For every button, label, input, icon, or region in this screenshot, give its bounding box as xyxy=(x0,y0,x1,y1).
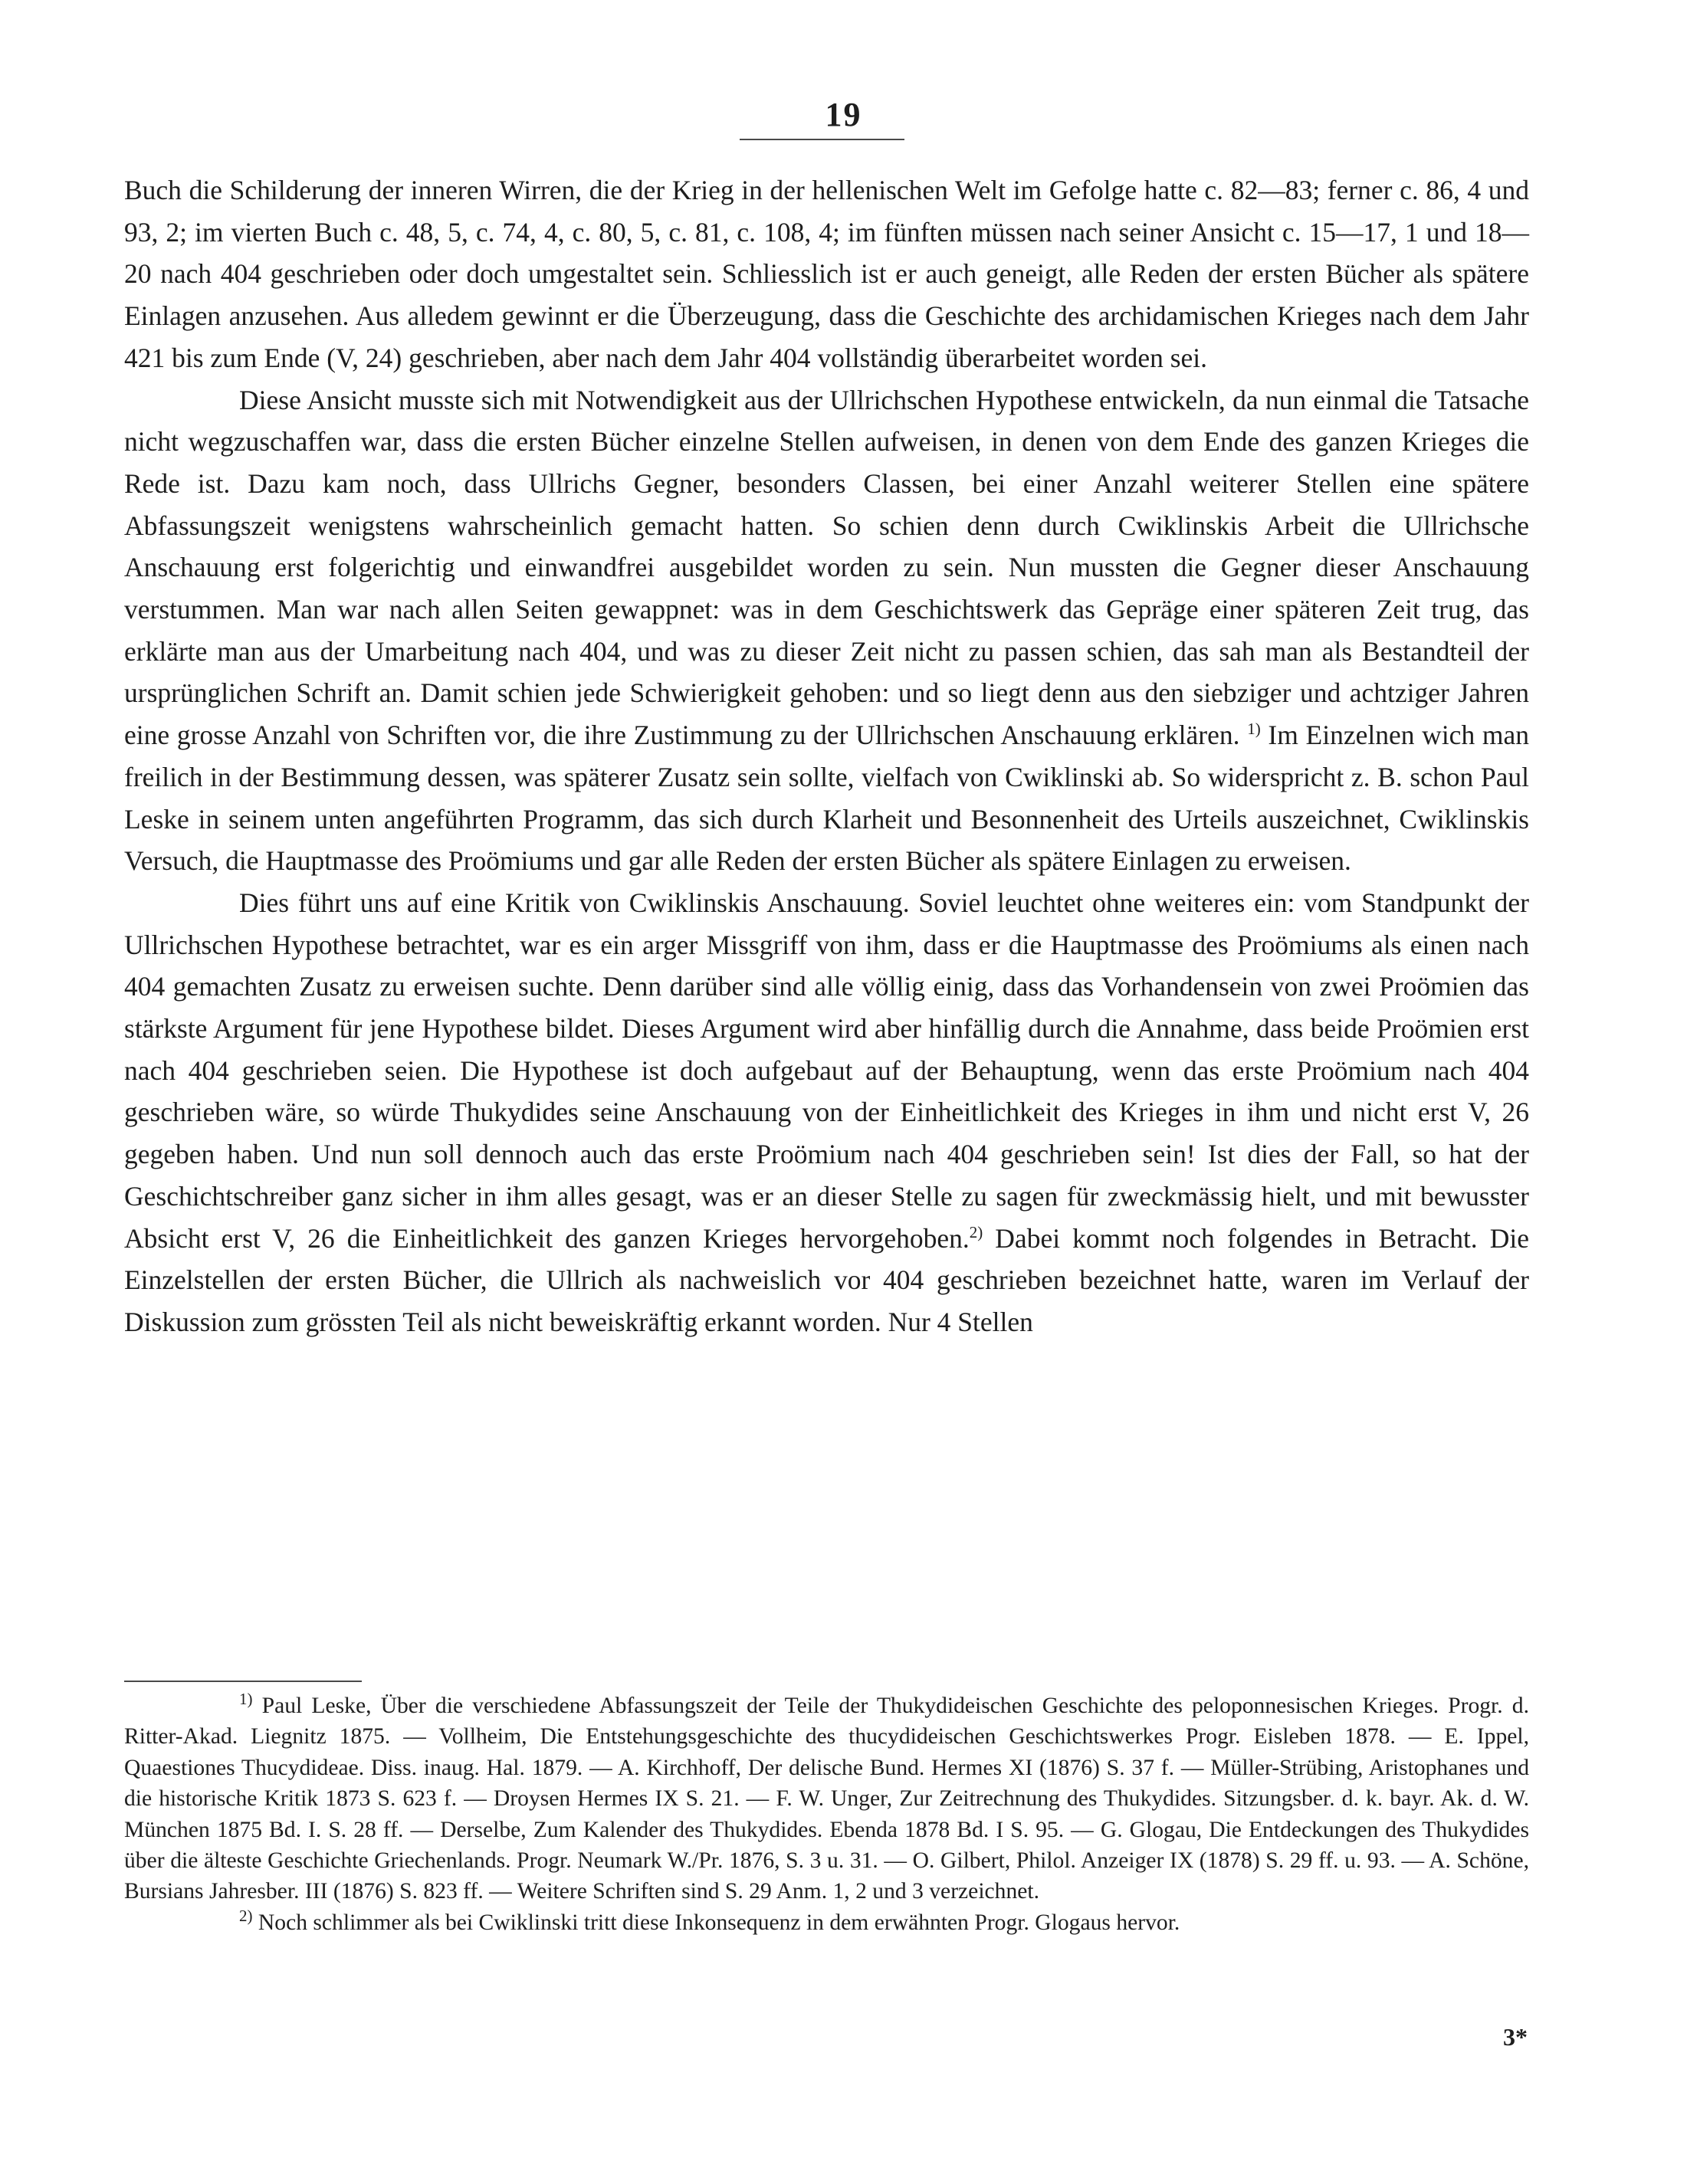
footnote-rule xyxy=(124,1681,362,1682)
paragraph-3 xyxy=(124,882,1529,1343)
footnote-1-marker: 1) xyxy=(239,1690,253,1709)
header-rule xyxy=(740,139,904,140)
footnote-ref-2: 2) xyxy=(969,1222,983,1241)
signature-mark: 3* xyxy=(1503,2023,1528,2051)
main-text xyxy=(124,169,1529,1343)
paragraph-2-continuation: Im Einzelnen wich man freilich in der Bestimmung dessen, was späterer Zusatz sein sollte, vielfach von Cwiklinski ab. So widerspricht z. B. schon Paul Leske in seinem unten angeführten Programm, das sich durch Klarheit und Besonnenheit des Urteils auszeichnet, Cwiklinskis Versuch, die Hauptmasse des Proömiums und gar alle Reden der ersten Bücher als spätere Einlagen zu erweisen. xyxy=(124,720,1530,877)
paragraph-2 xyxy=(124,379,1529,882)
page-number: 19 xyxy=(825,96,862,133)
footnotes xyxy=(124,1690,1529,1938)
footnote-1-text: Paul Leske, Über die verschiedene Abfassungszeit der Teile der Thukydideischen Geschichte des peloponnesischen Krieges. Progr. d. Ritter-Akad. Liegnitz 1875. — Vollheim, Die Entstehungsgeschichte des thucydideischen Geschichtswerkes Progr. Eisleben 1878. — E. Ippel, Quaestiones Thucydideae. Diss. inaug. Hal. 1879. — A. Kirchhoff, Der delische Bund. Hermes XI (1876) S. 37 f. — Müller-Strübing, Aristophanes und die historische Kritik 1873 S. 623 f. — Droysen Hermes IX S. 21. — F. W. Unger, Zur Zeitrechnung des Thukydides. Sitzungsber. d. k. bayr. Ak. d. W. München 1875 Bd. I. S. 28 ff. — Derselbe, Zum Kalender des Thukydides. Ebenda 1878 Bd. I S. 95. — G. Glogau, Die Entdeckungen des Thukydides über die älteste Geschichte Griechenlands. Progr. Neumark W./Pr. 1876, S. 3 u. 31. — O. Gilbert, Philol. Anzeiger IX (1878) S. 29 ff. u. 93. — A. Schöne, Bursians Jahresber. III (1876) S. 823 ff. — Weitere Schriften sind S. 29 Anm. 1, 2 und 3 verzeichnet. xyxy=(124,1694,1529,1904)
paragraph-2-text: Diese Ansicht musste sich mit Notwendigkeit aus der Ullrichschen Hypothese entwickeln, da nun einmal die Tatsache nicht wegzuschaffen war, dass die ersten Bücher einzelne Stellen aufweisen, in denen von dem Ende des ganzen Krieges die Rede ist. Dazu kam noch, dass Ullrichs Gegner, besonders Classen, bei einer Anzahl weiterer Stellen eine spätere Abfassungszeit wenigstens wahrscheinlich gemacht hatten. So schien denn durch Cwiklinskis Arbeit die Ullrichsche Anschauung erst folgerichtig und einwandfrei ausgebildet worden zu sein. Nun mussten die Gegner dieser Anschauung verstummen. Man war nach allen Seiten gewappnet: was in dem Geschichtswerk das Gepräge einer späteren Zeit trug, das erklärte man aus der Umarbeitung nach 404, und was zu dieser Zeit nicht zu passen schien, das sah man als Bestandteil der ursprünglichen Schrift an. Damit schien jede Schwierigkeit gehoben: und so liegt denn aus den siebziger und achtziger Jahren eine grosse Anzahl von Schriften vor, die ihre Zustimmung zu der Ullrichschen Anschauung erklären. xyxy=(124,384,1529,751)
paragraph-1 xyxy=(124,169,1529,379)
paragraph-3-continuation: Dabei kommt noch folgendes in Betracht. Die Einzelstellen der ersten Bücher, die Ullrich als nachweislich vor 404 geschrieben bezeichnet hatte, waren im Verlauf der Diskussion zum grössten Teil als nicht beweiskräftig erkannt worden. Nur 4 Stellen xyxy=(124,1222,1529,1337)
footnote-2-text: Noch schlimmer als bei Cwiklinski tritt diese Inkonsequenz in dem erwähnten Progr. Glogaus hervor. xyxy=(258,1910,1180,1935)
footnote-2 xyxy=(124,1907,1529,1938)
footnote-ref-1: 1) xyxy=(1247,720,1261,739)
footnote-2-marker: 2) xyxy=(239,1906,253,1925)
paragraph-1-text: Buch die Schilderung der inneren Wirren, die der Krieg in der hellenischen Welt im Gefolge hatte c. 82—83; ferner c. 86, 4 und 93, 2; im vierten Buch c. 48, 5, c. 74, 4, c. 80, 5, c. 81, c. 108, 4; im fünften müssen nach seiner Ansicht c. 15—17, 1 und 18—20 nach 404 geschrieben oder doch umgestaltet sein. Schliesslich ist er auch geneigt, alle Reden der ersten Bücher als spätere Einlagen anzusehen. Aus alledem gewinnt er die Überzeugung, dass die Geschichte des archidamischen Krieges nach dem Jahr 421 bis zum Ende (V, 24) geschrieben, aber nach dem Jahr 404 vollständig überarbeitet worden sei. xyxy=(124,175,1529,373)
footnote-1 xyxy=(124,1690,1529,1907)
paragraph-3-text: Dies führt uns auf eine Kritik von Cwiklinskis Anschauung. Soviel leuchtet ohne weiteres ein: vom Standpunkt der Ullrichschen Hypothese betrachtet, war es ein arger Missgriff von ihm, dass er die Hauptmasse des Proömiums als einen nach 404 gemachten Zusatz zu erweisen suchte. Denn darüber sind alle völlig einig, dass das Vorhandensein von zwei Proömien das stärkste Argument für jene Hypothese bildet. Dieses Argument wird aber hinfällig durch die Annahme, dass beide Proömien erst nach 404 geschrieben seien. Die Hypothese ist doch aufgebaut auf der Behauptung, wenn das erste Proömium nach 404 geschrieben wäre, so würde Thukydides seine Anschauung von der Einheitlichkeit des Krieges in ihm und nicht erst V, 26 gegeben haben. Und nun soll dennoch auch das erste Proömium nach 404 geschrieben sein! Ist dies der Fall, so hat der Geschichtschreiber ganz sicher in ihm alles gesagt, was er an dieser Stelle zu sagen für zweckmässig hielt, und mit bewusster Absicht erst V, 26 die Einheitlichkeit des ganzen Krieges hervorgehoben. xyxy=(124,887,1529,1254)
